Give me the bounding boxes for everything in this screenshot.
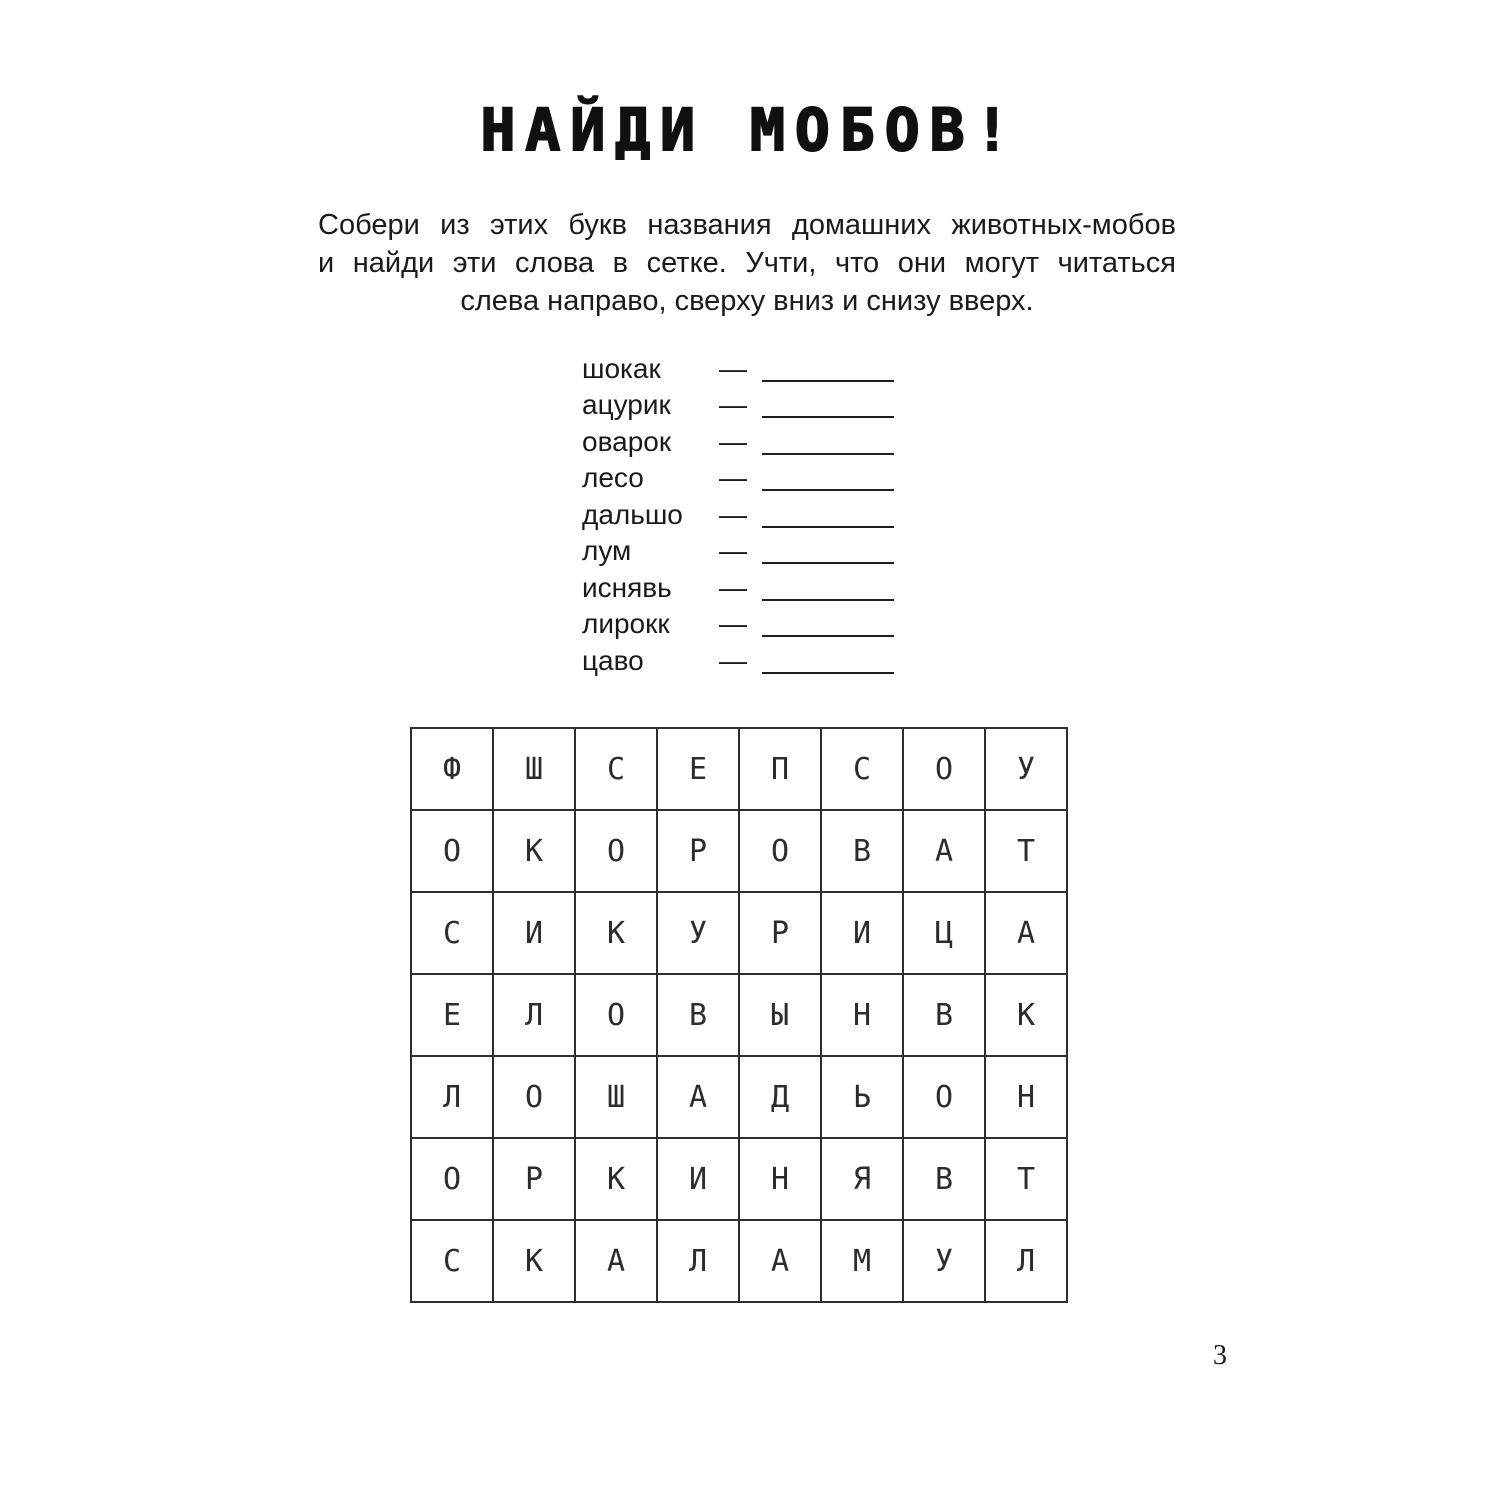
dash-separator: — — [719, 462, 747, 493]
scrambled-word: лум — [582, 535, 632, 566]
answer-blank — [762, 646, 894, 674]
dash-separator: — — [719, 425, 747, 457]
grid-cell: К — [576, 893, 658, 975]
word-list-item — [582, 567, 894, 604]
grid-cell: Л — [412, 1057, 494, 1139]
answer-blank — [762, 573, 894, 601]
grid-cell: К — [494, 811, 576, 893]
answer-blank — [762, 536, 894, 564]
grid-cell: Я — [822, 1139, 904, 1221]
scrambled-word: шокак — [582, 352, 661, 384]
grid-cell: А — [904, 811, 986, 893]
answer-blank — [762, 609, 894, 637]
grid-cell: К — [494, 1221, 576, 1303]
dash-separator: — — [719, 352, 747, 384]
grid-cell: П — [740, 729, 822, 811]
answer-blank — [762, 500, 894, 528]
scrambled-word: лесо — [582, 462, 644, 493]
grid-cell: Т — [986, 1139, 1068, 1221]
grid-cell: О — [412, 811, 494, 893]
grid-cell: Е — [412, 975, 494, 1057]
grid-cell: И — [494, 893, 576, 975]
answer-blank — [762, 354, 894, 382]
scrambled-word: оварок — [582, 425, 672, 457]
grid-cell: В — [658, 975, 740, 1057]
grid-cell: Ь — [822, 1057, 904, 1139]
grid-cell: Ы — [740, 975, 822, 1057]
instructions — [318, 206, 1176, 320]
word-list-item — [582, 531, 894, 568]
scrambled-word: ацурик — [582, 389, 671, 420]
grid-cell: О — [904, 729, 986, 811]
dash-separator: — — [719, 571, 747, 603]
grid-cell: Р — [658, 811, 740, 893]
grid-cell: В — [822, 811, 904, 893]
dash-separator: — — [719, 535, 747, 566]
grid-cell: У — [904, 1221, 986, 1303]
grid-cell: А — [658, 1057, 740, 1139]
grid-cell: Л — [986, 1221, 1068, 1303]
answer-blank — [762, 427, 894, 455]
word-list — [582, 348, 894, 677]
grid-cell: Ц — [904, 893, 986, 975]
grid-cell: Т — [986, 811, 1068, 893]
grid-cell: С — [576, 729, 658, 811]
word-list-item — [582, 421, 894, 458]
scrambled-word: цаво — [582, 644, 644, 676]
grid-cell: Н — [986, 1057, 1068, 1139]
scrambled-word: дальшо — [582, 498, 683, 530]
grid-cell: Н — [822, 975, 904, 1057]
scrambled-word: лирокк — [582, 608, 670, 639]
grid-cell: Ш — [576, 1057, 658, 1139]
grid-cell: Е — [658, 729, 740, 811]
grid-cell: С — [412, 893, 494, 975]
page-number: 3 — [1213, 1340, 1227, 1371]
grid-cell: О — [576, 811, 658, 893]
grid-cell: У — [658, 893, 740, 975]
grid-cell: В — [904, 1139, 986, 1221]
answer-blank — [762, 390, 894, 418]
word-list-item — [582, 640, 894, 677]
grid-cell: Ф — [412, 729, 494, 811]
word-list-item — [582, 494, 894, 531]
grid-cell: Р — [494, 1139, 576, 1221]
grid-cell: А — [576, 1221, 658, 1303]
grid-cell: К — [576, 1139, 658, 1221]
grid-cell: О — [904, 1057, 986, 1139]
word-list-item — [582, 458, 894, 495]
dash-separator: — — [719, 644, 747, 676]
grid-cell: О — [740, 811, 822, 893]
word-search-grid — [410, 727, 1068, 1303]
instructions-line-2: и найди эти слова в сетке. Учти, что они могут читаться — [318, 247, 1176, 279]
grid-cell: В — [904, 975, 986, 1057]
dash-separator: — — [719, 389, 747, 420]
instructions-line-1: Собери из этих букв названия домашних животных-мобов — [318, 209, 1176, 241]
page-title: НАЙДИ МОБОВ! — [480, 96, 1020, 164]
grid-cell: С — [822, 729, 904, 811]
dash-separator: — — [719, 608, 747, 639]
grid-cell: С — [412, 1221, 494, 1303]
grid-cell: Ш — [494, 729, 576, 811]
scrambled-word: иснявь — [582, 571, 672, 603]
grid-cell: И — [658, 1139, 740, 1221]
word-list-item — [582, 385, 894, 422]
grid-cell: Д — [740, 1057, 822, 1139]
grid-cell: Л — [658, 1221, 740, 1303]
word-list-item — [582, 604, 894, 641]
instructions-line-3: слева направо, сверху вниз и снизу вверх. — [460, 285, 1034, 317]
word-list-item — [582, 348, 894, 385]
grid-cell: У — [986, 729, 1068, 811]
grid-cell: О — [412, 1139, 494, 1221]
answer-blank — [762, 463, 894, 491]
grid-cell: А — [740, 1221, 822, 1303]
grid-cell: А — [986, 893, 1068, 975]
grid-cell: Л — [494, 975, 576, 1057]
grid-cell: Р — [740, 893, 822, 975]
grid-cell: Н — [740, 1139, 822, 1221]
grid-cell: И — [822, 893, 904, 975]
dash-separator: — — [719, 498, 747, 530]
grid-cell: М — [822, 1221, 904, 1303]
grid-cell: О — [576, 975, 658, 1057]
grid-cell: К — [986, 975, 1068, 1057]
grid-cell: О — [494, 1057, 576, 1139]
